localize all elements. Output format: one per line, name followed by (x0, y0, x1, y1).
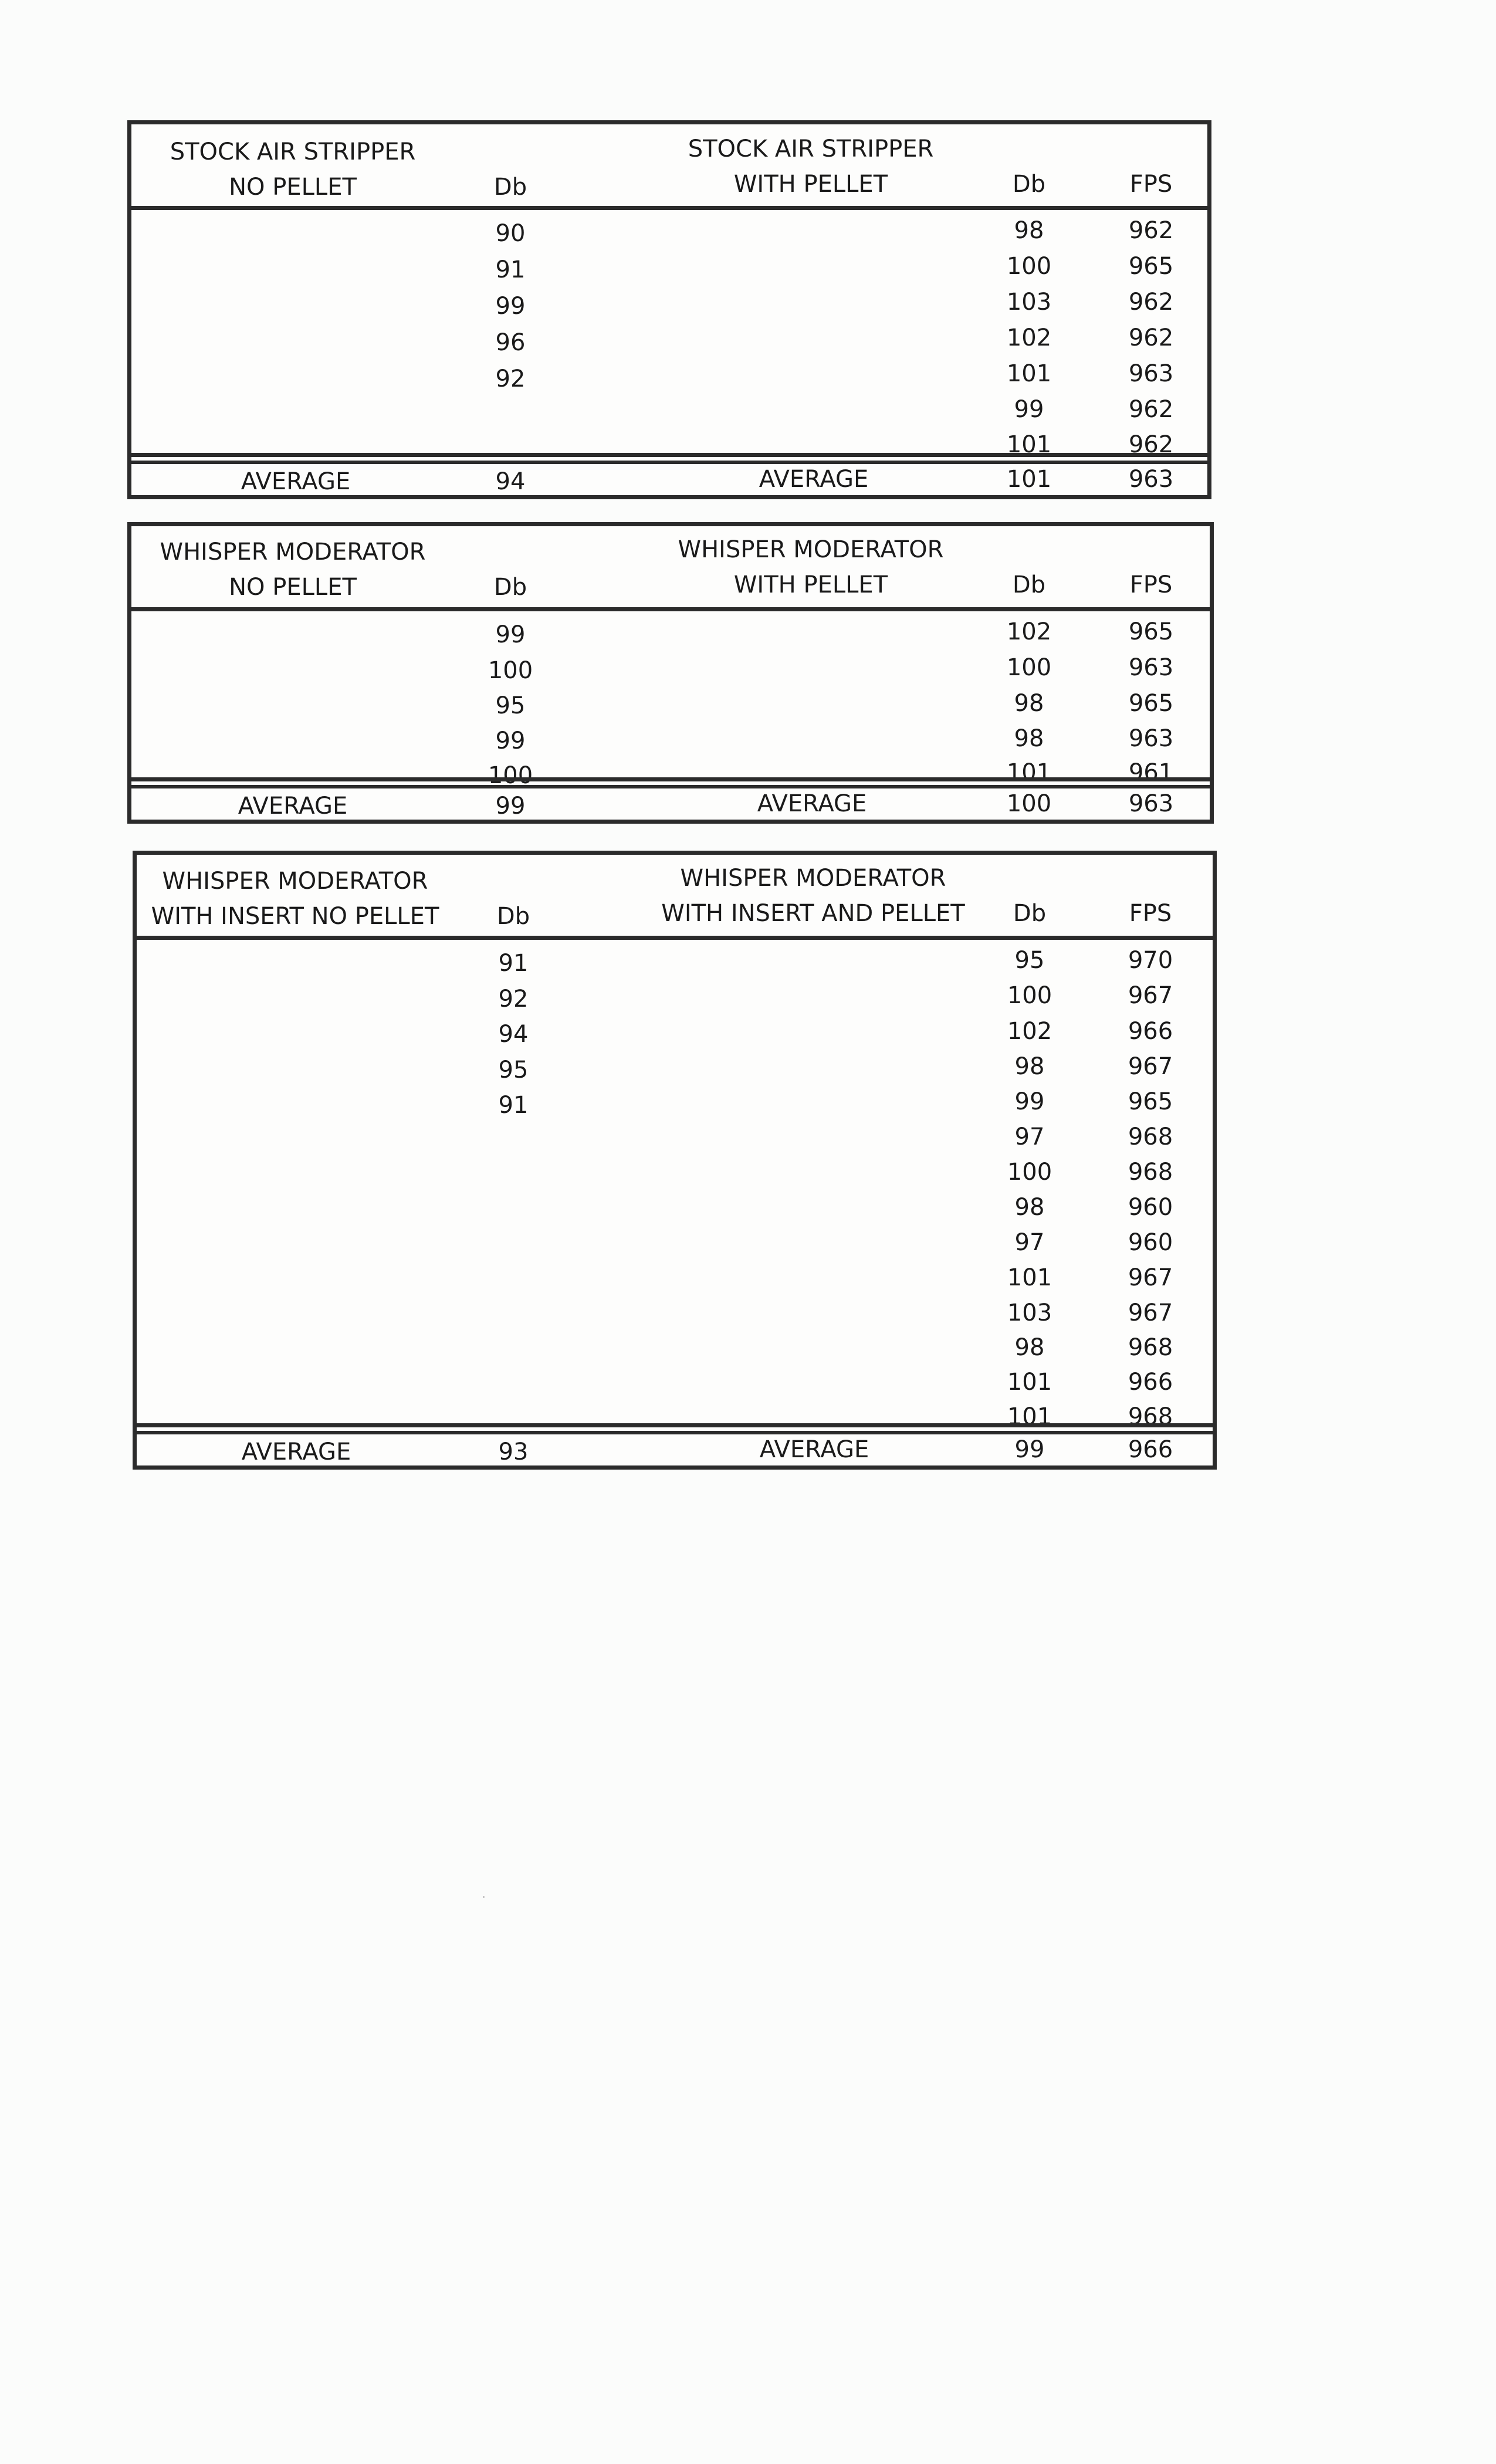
right-db-value: 101 (1006, 360, 1052, 387)
right-fps-value: 963 (1128, 725, 1174, 752)
right-fps-value: 965 (1128, 618, 1174, 645)
left-db-value: 95 (495, 692, 526, 719)
left-db-value: 100 (488, 657, 533, 684)
table-body (137, 940, 1213, 1433)
whisper-moderator-table (127, 522, 1214, 824)
average-label-right: AVERAGE (759, 1436, 869, 1463)
right-fps-value: 968 (1128, 1334, 1173, 1361)
right-db-value: 103 (1007, 1299, 1052, 1326)
right-db-value: 101 (1006, 431, 1052, 458)
average-label-left: AVERAGE (241, 1439, 351, 1465)
right-db-value: 99 (1014, 396, 1044, 423)
right-title-line2: WITH PELLET (733, 171, 888, 198)
right-db-value: 102 (1007, 1018, 1052, 1045)
right-db-value: 101 (1007, 1403, 1052, 1430)
scan-speck (483, 1896, 485, 1898)
right-fps-value: 961 (1128, 759, 1174, 786)
left-db-value: 99 (495, 293, 526, 320)
table-header (131, 526, 1210, 611)
right-fps-value: 965 (1128, 690, 1174, 717)
left-db-value: 94 (498, 1021, 529, 1048)
right-fps-value: 966 (1128, 1018, 1173, 1045)
average-right-db: 101 (1006, 466, 1052, 493)
right-title-line1: WHISPER MODERATOR (678, 536, 944, 563)
average-right-fps: 963 (1128, 790, 1174, 817)
average-left-db: 93 (498, 1439, 529, 1465)
right-db-value: 98 (1014, 1334, 1045, 1361)
right-fps-value: 967 (1128, 1299, 1173, 1326)
right-fps-value: 967 (1128, 1264, 1173, 1291)
left-title-line1: WHISPER MODERATOR (162, 868, 428, 895)
right-fps-value: 963 (1128, 360, 1174, 387)
average-label-right: AVERAGE (757, 790, 867, 817)
right-db-value: 100 (1007, 1159, 1052, 1186)
right-fps-header: FPS (1129, 171, 1173, 198)
right-db-value: 101 (1006, 759, 1052, 786)
left-db-value: 91 (495, 256, 526, 283)
left-title-line2: NO PELLET (229, 574, 357, 601)
right-title-line1: WHISPER MODERATOR (680, 865, 946, 892)
left-db-header: Db (496, 903, 530, 930)
right-db-value: 100 (1006, 253, 1052, 280)
right-fps-value: 960 (1128, 1194, 1173, 1221)
right-db-value: 98 (1014, 725, 1044, 752)
average-right-fps: 966 (1128, 1436, 1173, 1463)
whisper-moderator-insert-table (133, 851, 1217, 1470)
right-fps-value: 968 (1128, 1123, 1173, 1150)
right-fps-value: 963 (1128, 654, 1174, 681)
right-fps-value: 962 (1128, 396, 1174, 423)
right-db-value: 98 (1014, 1194, 1045, 1221)
average-row (131, 777, 1210, 820)
right-db-value: 102 (1006, 324, 1052, 351)
right-fps-value: 962 (1128, 217, 1174, 244)
left-title-line1: WHISPER MODERATOR (160, 539, 426, 566)
right-db-value: 95 (1014, 947, 1045, 974)
table-body (131, 611, 1210, 787)
right-fps-value: 966 (1128, 1369, 1173, 1396)
right-db-value: 100 (1007, 982, 1052, 1009)
right-db-header: Db (1012, 171, 1046, 198)
right-fps-value: 965 (1128, 253, 1174, 280)
left-db-value: 99 (495, 621, 526, 648)
average-label-right: AVERAGE (759, 466, 869, 493)
right-fps-header: FPS (1129, 900, 1172, 927)
right-fps-value: 970 (1128, 947, 1173, 974)
table-header (137, 855, 1213, 940)
right-db-value: 98 (1014, 217, 1044, 244)
right-db-value: 97 (1014, 1229, 1045, 1256)
right-fps-value: 960 (1128, 1229, 1173, 1256)
left-db-value: 90 (495, 220, 526, 247)
average-right-fps: 963 (1128, 466, 1174, 493)
right-db-value: 102 (1006, 618, 1052, 645)
left-db-value: 96 (495, 329, 526, 356)
left-title-line1: STOCK AIR STRIPPER (170, 138, 416, 165)
right-db-header: Db (1012, 571, 1046, 598)
right-title-line2: WITH PELLET (733, 571, 888, 598)
average-right-db: 100 (1006, 790, 1052, 817)
average-left-db: 99 (495, 793, 526, 820)
average-left-db: 94 (495, 468, 526, 495)
right-db-header: Db (1013, 900, 1047, 927)
left-db-header: Db (493, 574, 527, 601)
left-db-value: 91 (498, 1092, 529, 1119)
left-db-value: 95 (498, 1057, 529, 1084)
average-row (131, 453, 1207, 495)
right-db-value: 100 (1006, 654, 1052, 681)
average-label-left: AVERAGE (241, 468, 351, 495)
right-db-value: 101 (1007, 1264, 1052, 1291)
table-header (131, 124, 1207, 210)
table-body (131, 210, 1207, 456)
right-db-value: 103 (1006, 289, 1052, 316)
right-db-value: 97 (1014, 1123, 1045, 1150)
left-db-value: 99 (495, 727, 526, 754)
left-db-header: Db (493, 174, 527, 201)
right-fps-value: 967 (1128, 1053, 1173, 1080)
left-title-line2: WITH INSERT NO PELLET (151, 903, 439, 930)
right-db-value: 101 (1007, 1369, 1052, 1396)
left-db-value: 91 (498, 950, 529, 977)
right-fps-value: 968 (1128, 1403, 1173, 1430)
left-db-value: 92 (495, 365, 526, 392)
right-title-line1: STOCK AIR STRIPPER (688, 136, 934, 163)
left-db-value: 100 (488, 762, 533, 789)
right-fps-value: 962 (1128, 431, 1174, 458)
right-fps-value: 967 (1128, 982, 1173, 1009)
stock-air-stripper-table (127, 120, 1211, 499)
right-db-value: 99 (1014, 1088, 1045, 1115)
right-fps-value: 962 (1128, 289, 1174, 316)
left-title-line2: NO PELLET (229, 174, 357, 201)
right-title-line2: WITH INSERT AND PELLET (661, 900, 965, 927)
right-fps-value: 968 (1128, 1159, 1173, 1186)
left-db-value: 92 (498, 986, 529, 1013)
right-db-value: 98 (1014, 690, 1044, 717)
right-fps-header: FPS (1129, 571, 1173, 598)
right-fps-value: 962 (1128, 324, 1174, 351)
average-row (137, 1423, 1213, 1465)
right-db-value: 98 (1014, 1053, 1045, 1080)
average-label-left: AVERAGE (238, 793, 348, 820)
right-fps-value: 965 (1128, 1088, 1173, 1115)
average-right-db: 99 (1014, 1436, 1045, 1463)
